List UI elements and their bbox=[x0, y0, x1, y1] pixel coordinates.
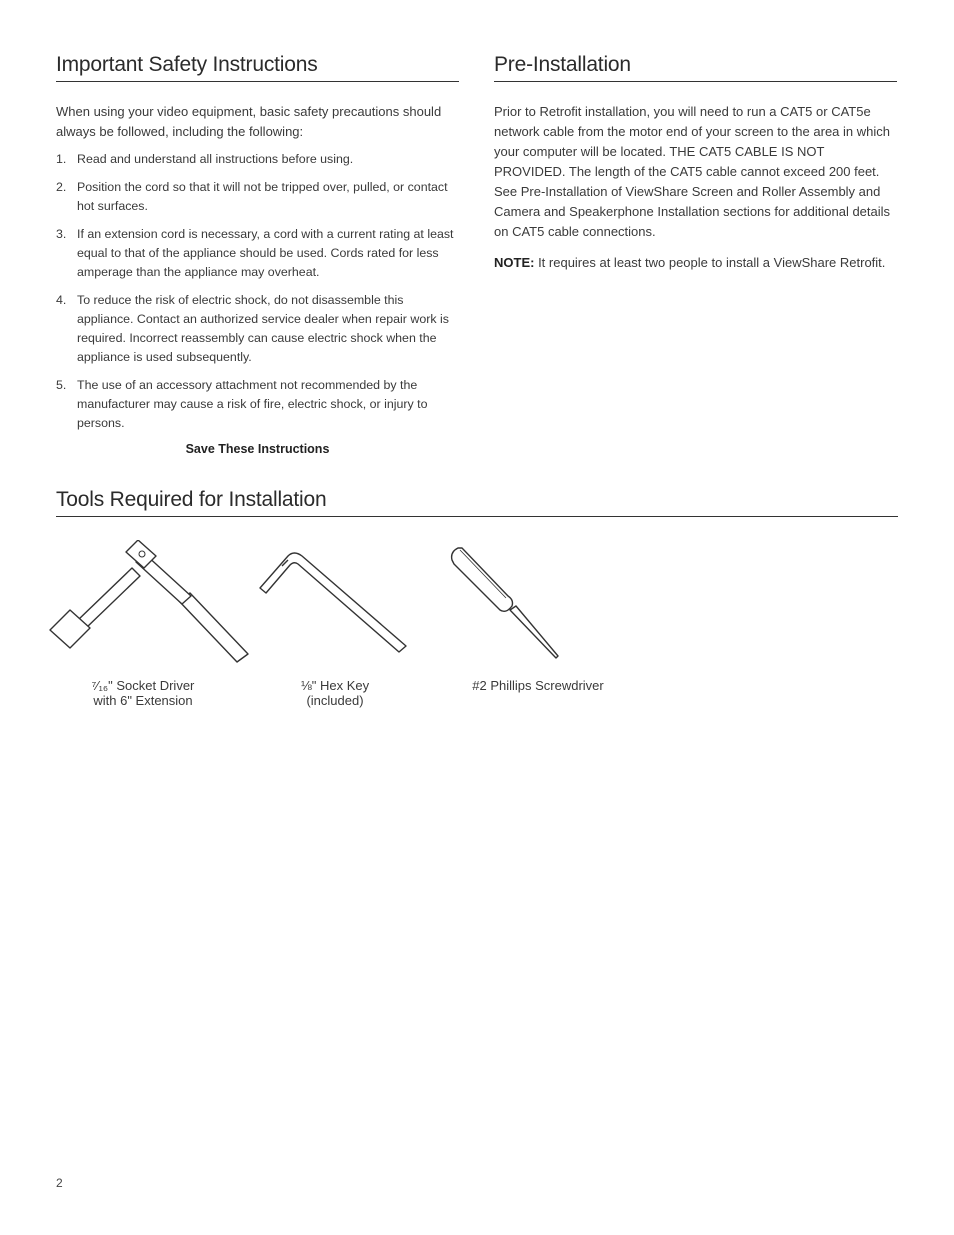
safety-section bbox=[56, 52, 459, 456]
item-number: 5. bbox=[56, 378, 67, 392]
tool-caption-line: #2 Phillips Screwdriver bbox=[472, 678, 604, 693]
note-label: NOTE: bbox=[494, 255, 535, 270]
list-item bbox=[56, 291, 459, 367]
tool-caption-line: with 6" Extension bbox=[93, 693, 193, 708]
hex-key-icon bbox=[256, 548, 410, 656]
tool-caption bbox=[458, 678, 618, 693]
item-text: Read and understand all instructions before using. bbox=[77, 152, 354, 166]
safety-intro: When using your video equipment, basic safety precautions should always be followed, including the following: bbox=[56, 104, 442, 139]
tool-caption-line: ⁷⁄₁₆" Socket Driver bbox=[91, 678, 195, 693]
screwdriver-icon bbox=[446, 544, 566, 664]
list-item bbox=[56, 376, 459, 433]
item-number: 3. bbox=[56, 227, 67, 241]
item-number: 4. bbox=[56, 293, 67, 307]
tools-section bbox=[56, 487, 898, 517]
page-number: 2 bbox=[56, 1176, 63, 1190]
tools-heading: Tools Required for Installation bbox=[56, 487, 898, 517]
note-text: It requires at least two people to install a ViewShare Retrofit. bbox=[534, 255, 886, 270]
item-text: Position the cord so that it will not be tripped over, pulled, or contact hot surfaces. bbox=[77, 180, 448, 213]
list-item bbox=[56, 178, 459, 216]
save-instructions-label: Save These Instructions bbox=[185, 442, 330, 456]
item-number: 1. bbox=[56, 152, 67, 166]
item-number: 2. bbox=[56, 180, 67, 194]
safety-heading: Important Safety Instructions bbox=[56, 52, 459, 82]
tool-caption bbox=[70, 678, 216, 708]
safety-list bbox=[56, 150, 459, 433]
item-text: If an extension cord is necessary, a cord with a current rating at least equal to that of the appliance should be used. Cords rated for less amperage than the appliance may overheat. bbox=[77, 227, 454, 279]
item-text: The use of an accessory attachment not recommended by the manufacturer may cause a risk of fire, electric shock, or injury to persons. bbox=[77, 378, 428, 430]
tool-caption-line: (included) bbox=[306, 693, 364, 708]
preinstall-section bbox=[494, 52, 897, 273]
tool-caption-line: ⅛" Hex Key bbox=[300, 678, 370, 693]
item-text: To reduce the risk of electric shock, do not disassemble this appliance. Contact an authorized service dealer when repair work is required. Incorrect reassembly can cause electric shock when the appliance is used subsequently. bbox=[77, 293, 449, 364]
preinstall-heading: Pre-Installation bbox=[494, 52, 897, 82]
list-item bbox=[56, 225, 459, 282]
tool-caption bbox=[280, 678, 390, 708]
list-item bbox=[56, 150, 459, 169]
preinstall-body: Prior to Retrofit installation, you will need to run a CAT5 or CAT5e network cable from the motor end of your screen to the area in which your computer will be located. THE CAT5 CABLE IS NOT PROVIDED. The length of the CAT5 cable cannot exceed 200 feet. See Pre-Installation of ViewShare Screen and Roller Assembly and Camera and Speakerphone Installation sections for additional details on CAT5 cable connections. bbox=[494, 104, 891, 239]
socket-driver-icon bbox=[48, 540, 252, 668]
preinstall-note bbox=[494, 253, 897, 273]
